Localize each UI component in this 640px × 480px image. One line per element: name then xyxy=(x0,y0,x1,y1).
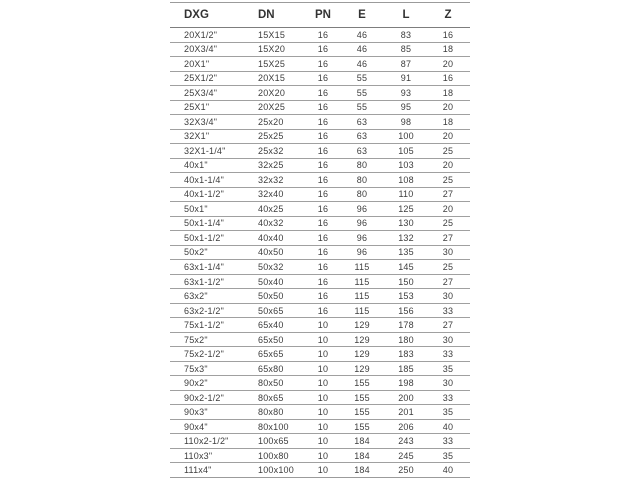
cell-dxg: 90x2" xyxy=(170,376,250,391)
cell-pn: 16 xyxy=(308,173,338,188)
cell-e: 96 xyxy=(338,245,386,260)
cell-z: 27 xyxy=(426,187,470,202)
cell-z: 25 xyxy=(426,216,470,231)
cell-pn: 10 xyxy=(308,448,338,463)
cell-z: 18 xyxy=(426,115,470,130)
cell-z: 25 xyxy=(426,144,470,159)
cell-dn: 80x100 xyxy=(250,419,308,434)
cell-dxg: 75x2-1/2" xyxy=(170,347,250,362)
cell-dn: 65x80 xyxy=(250,361,308,376)
cell-l: 135 xyxy=(386,245,426,260)
cell-l: 156 xyxy=(386,303,426,318)
cell-l: 87 xyxy=(386,57,426,72)
cell-dxg: 25X1/2" xyxy=(170,71,250,86)
cell-e: 184 xyxy=(338,434,386,449)
cell-l: 245 xyxy=(386,448,426,463)
cell-e: 55 xyxy=(338,86,386,101)
cell-l: 153 xyxy=(386,289,426,304)
cell-e: 96 xyxy=(338,216,386,231)
cell-l: 125 xyxy=(386,202,426,217)
cell-l: 183 xyxy=(386,347,426,362)
cell-e: 184 xyxy=(338,448,386,463)
cell-l: 132 xyxy=(386,231,426,246)
table-row xyxy=(170,318,470,333)
cell-dn: 50x50 xyxy=(250,289,308,304)
cell-z: 27 xyxy=(426,274,470,289)
cell-pn: 16 xyxy=(308,115,338,130)
table-row xyxy=(170,419,470,434)
cell-dxg: 40x1-1/4" xyxy=(170,173,250,188)
cell-dn: 15X20 xyxy=(250,42,308,57)
table-row xyxy=(170,71,470,86)
cell-dn: 65x40 xyxy=(250,318,308,333)
cell-dxg: 20X1/2" xyxy=(170,28,250,43)
cell-dxg: 63x2" xyxy=(170,289,250,304)
table-row xyxy=(170,202,470,217)
spec-table-body xyxy=(170,28,470,478)
cell-l: 93 xyxy=(386,86,426,101)
cell-pn: 16 xyxy=(308,144,338,159)
cell-e: 55 xyxy=(338,100,386,115)
cell-e: 80 xyxy=(338,173,386,188)
cell-l: 110 xyxy=(386,187,426,202)
cell-l: 83 xyxy=(386,28,426,43)
cell-l: 178 xyxy=(386,318,426,333)
cell-pn: 10 xyxy=(308,390,338,405)
cell-dxg: 32X1" xyxy=(170,129,250,144)
table-row xyxy=(170,260,470,275)
cell-dxg: 20X1" xyxy=(170,57,250,72)
cell-dxg: 40x1" xyxy=(170,158,250,173)
table-row xyxy=(170,86,470,101)
cell-pn: 16 xyxy=(308,202,338,217)
cell-z: 40 xyxy=(426,419,470,434)
cell-dn: 15X15 xyxy=(250,28,308,43)
cell-dxg: 90x4" xyxy=(170,419,250,434)
cell-l: 206 xyxy=(386,419,426,434)
table-row xyxy=(170,216,470,231)
table-row xyxy=(170,332,470,347)
cell-z: 30 xyxy=(426,289,470,304)
cell-dn: 80x65 xyxy=(250,390,308,405)
cell-z: 27 xyxy=(426,231,470,246)
cell-l: 91 xyxy=(386,71,426,86)
cell-pn: 16 xyxy=(308,42,338,57)
cell-pn: 16 xyxy=(308,216,338,231)
cell-dn: 15X25 xyxy=(250,57,308,72)
cell-z: 33 xyxy=(426,303,470,318)
cell-dn: 80x50 xyxy=(250,376,308,391)
cell-dxg: 63x1-1/4" xyxy=(170,260,250,275)
cell-dxg: 110x2-1/2" xyxy=(170,434,250,449)
cell-dn: 20X15 xyxy=(250,71,308,86)
table-row xyxy=(170,100,470,115)
cell-e: 63 xyxy=(338,115,386,130)
cell-dn: 25x20 xyxy=(250,115,308,130)
table-row xyxy=(170,158,470,173)
cell-pn: 10 xyxy=(308,376,338,391)
cell-e: 155 xyxy=(338,419,386,434)
cell-dxg: 25X3/4" xyxy=(170,86,250,101)
cell-z: 25 xyxy=(426,260,470,275)
cell-l: 103 xyxy=(386,158,426,173)
table-row xyxy=(170,28,470,43)
cell-z: 16 xyxy=(426,28,470,43)
cell-e: 63 xyxy=(338,129,386,144)
cell-e: 115 xyxy=(338,289,386,304)
table-row xyxy=(170,42,470,57)
cell-pn: 10 xyxy=(308,318,338,333)
table-row xyxy=(170,390,470,405)
cell-dn: 50x65 xyxy=(250,303,308,318)
cell-e: 46 xyxy=(338,28,386,43)
spec-table-header xyxy=(170,3,470,28)
cell-l: 200 xyxy=(386,390,426,405)
cell-e: 55 xyxy=(338,71,386,86)
cell-dxg: 75x1-1/2" xyxy=(170,318,250,333)
cell-z: 20 xyxy=(426,57,470,72)
cell-pn: 10 xyxy=(308,434,338,449)
cell-e: 129 xyxy=(338,347,386,362)
cell-e: 63 xyxy=(338,144,386,159)
table-row xyxy=(170,144,470,159)
cell-dxg: 20X3/4" xyxy=(170,42,250,57)
cell-z: 33 xyxy=(426,390,470,405)
cell-l: 105 xyxy=(386,144,426,159)
table-row xyxy=(170,405,470,420)
cell-dn: 40x25 xyxy=(250,202,308,217)
cell-z: 18 xyxy=(426,86,470,101)
cell-z: 35 xyxy=(426,361,470,376)
cell-z: 20 xyxy=(426,100,470,115)
table-row xyxy=(170,173,470,188)
cell-e: 115 xyxy=(338,274,386,289)
cell-dn: 80x80 xyxy=(250,405,308,420)
cell-z: 30 xyxy=(426,332,470,347)
cell-e: 96 xyxy=(338,202,386,217)
cell-z: 20 xyxy=(426,158,470,173)
cell-dxg: 75x2" xyxy=(170,332,250,347)
cell-pn: 10 xyxy=(308,419,338,434)
cell-pn: 16 xyxy=(308,274,338,289)
column-header-z: Z xyxy=(426,3,470,28)
cell-pn: 16 xyxy=(308,303,338,318)
cell-dn: 100x80 xyxy=(250,448,308,463)
cell-dn: 40x32 xyxy=(250,216,308,231)
cell-z: 40 xyxy=(426,463,470,478)
cell-l: 250 xyxy=(386,463,426,478)
cell-z: 35 xyxy=(426,405,470,420)
cell-l: 98 xyxy=(386,115,426,130)
cell-dn: 50x40 xyxy=(250,274,308,289)
cell-z: 35 xyxy=(426,448,470,463)
cell-pn: 16 xyxy=(308,28,338,43)
cell-pn: 16 xyxy=(308,260,338,275)
column-header-l: L xyxy=(386,3,426,28)
cell-l: 201 xyxy=(386,405,426,420)
cell-dxg: 75x3" xyxy=(170,361,250,376)
cell-dxg: 32X3/4" xyxy=(170,115,250,130)
table-row xyxy=(170,347,470,362)
cell-l: 100 xyxy=(386,129,426,144)
cell-dn: 32x32 xyxy=(250,173,308,188)
table-row xyxy=(170,289,470,304)
cell-z: 20 xyxy=(426,202,470,217)
cell-pn: 10 xyxy=(308,332,338,347)
table-row xyxy=(170,187,470,202)
cell-e: 96 xyxy=(338,231,386,246)
table-row xyxy=(170,361,470,376)
cell-pn: 16 xyxy=(308,231,338,246)
cell-l: 95 xyxy=(386,100,426,115)
cell-l: 108 xyxy=(386,173,426,188)
cell-dxg: 32X1-1/4" xyxy=(170,144,250,159)
table-row xyxy=(170,57,470,72)
cell-z: 30 xyxy=(426,376,470,391)
cell-dxg: 50x1-1/2" xyxy=(170,231,250,246)
cell-pn: 16 xyxy=(308,71,338,86)
table-row xyxy=(170,129,470,144)
table-row xyxy=(170,115,470,130)
cell-dxg: 25X1" xyxy=(170,100,250,115)
cell-e: 46 xyxy=(338,42,386,57)
cell-pn: 10 xyxy=(308,347,338,362)
cell-pn: 10 xyxy=(308,463,338,478)
header-row xyxy=(170,3,470,28)
cell-dn: 65x65 xyxy=(250,347,308,362)
cell-e: 184 xyxy=(338,463,386,478)
cell-dn: 40x40 xyxy=(250,231,308,246)
spec-table xyxy=(170,2,470,478)
cell-e: 80 xyxy=(338,187,386,202)
cell-pn: 16 xyxy=(308,100,338,115)
cell-dn: 32x25 xyxy=(250,158,308,173)
cell-e: 129 xyxy=(338,332,386,347)
cell-dn: 25x25 xyxy=(250,129,308,144)
table-row xyxy=(170,434,470,449)
cell-z: 25 xyxy=(426,173,470,188)
column-header-pn: PN xyxy=(308,3,338,28)
cell-dxg: 40x1-1/2" xyxy=(170,187,250,202)
cell-dxg: 50x1" xyxy=(170,202,250,217)
cell-dn: 100x100 xyxy=(250,463,308,478)
cell-pn: 16 xyxy=(308,245,338,260)
cell-z: 33 xyxy=(426,347,470,362)
cell-z: 16 xyxy=(426,71,470,86)
cell-l: 150 xyxy=(386,274,426,289)
column-header-dxg: DXG xyxy=(170,3,250,28)
table-row xyxy=(170,274,470,289)
column-header-dn: DN xyxy=(250,3,308,28)
cell-l: 180 xyxy=(386,332,426,347)
cell-dxg: 50x1-1/4" xyxy=(170,216,250,231)
cell-dn: 65x50 xyxy=(250,332,308,347)
cell-dn: 20X20 xyxy=(250,86,308,101)
cell-dxg: 111x4" xyxy=(170,463,250,478)
table-row xyxy=(170,303,470,318)
table-row xyxy=(170,376,470,391)
cell-dn: 25x32 xyxy=(250,144,308,159)
cell-dxg: 110x3" xyxy=(170,448,250,463)
table-row xyxy=(170,463,470,478)
table-row xyxy=(170,231,470,246)
cell-z: 30 xyxy=(426,245,470,260)
cell-dn: 100x65 xyxy=(250,434,308,449)
cell-dxg: 90x2-1/2" xyxy=(170,390,250,405)
table-row xyxy=(170,448,470,463)
cell-dxg: 90x3" xyxy=(170,405,250,420)
cell-e: 115 xyxy=(338,260,386,275)
cell-l: 185 xyxy=(386,361,426,376)
cell-e: 155 xyxy=(338,390,386,405)
cell-pn: 16 xyxy=(308,57,338,72)
cell-z: 33 xyxy=(426,434,470,449)
cell-dn: 32x40 xyxy=(250,187,308,202)
cell-pn: 16 xyxy=(308,86,338,101)
cell-z: 27 xyxy=(426,318,470,333)
cell-pn: 16 xyxy=(308,158,338,173)
cell-e: 80 xyxy=(338,158,386,173)
cell-e: 115 xyxy=(338,303,386,318)
cell-e: 46 xyxy=(338,57,386,72)
cell-dn: 50x32 xyxy=(250,260,308,275)
cell-l: 198 xyxy=(386,376,426,391)
cell-pn: 10 xyxy=(308,405,338,420)
cell-pn: 16 xyxy=(308,289,338,304)
cell-l: 145 xyxy=(386,260,426,275)
cell-dxg: 63x1-1/2" xyxy=(170,274,250,289)
cell-e: 129 xyxy=(338,318,386,333)
cell-pn: 10 xyxy=(308,361,338,376)
cell-e: 155 xyxy=(338,376,386,391)
cell-dn: 20X25 xyxy=(250,100,308,115)
column-header-e: E xyxy=(338,3,386,28)
cell-e: 155 xyxy=(338,405,386,420)
cell-z: 20 xyxy=(426,129,470,144)
cell-pn: 16 xyxy=(308,129,338,144)
cell-e: 129 xyxy=(338,361,386,376)
table-row xyxy=(170,245,470,260)
cell-l: 130 xyxy=(386,216,426,231)
cell-dxg: 50x2" xyxy=(170,245,250,260)
cell-dn: 40x50 xyxy=(250,245,308,260)
cell-pn: 16 xyxy=(308,187,338,202)
cell-l: 85 xyxy=(386,42,426,57)
cell-l: 243 xyxy=(386,434,426,449)
cell-dxg: 63x2-1/2" xyxy=(170,303,250,318)
cell-z: 18 xyxy=(426,42,470,57)
